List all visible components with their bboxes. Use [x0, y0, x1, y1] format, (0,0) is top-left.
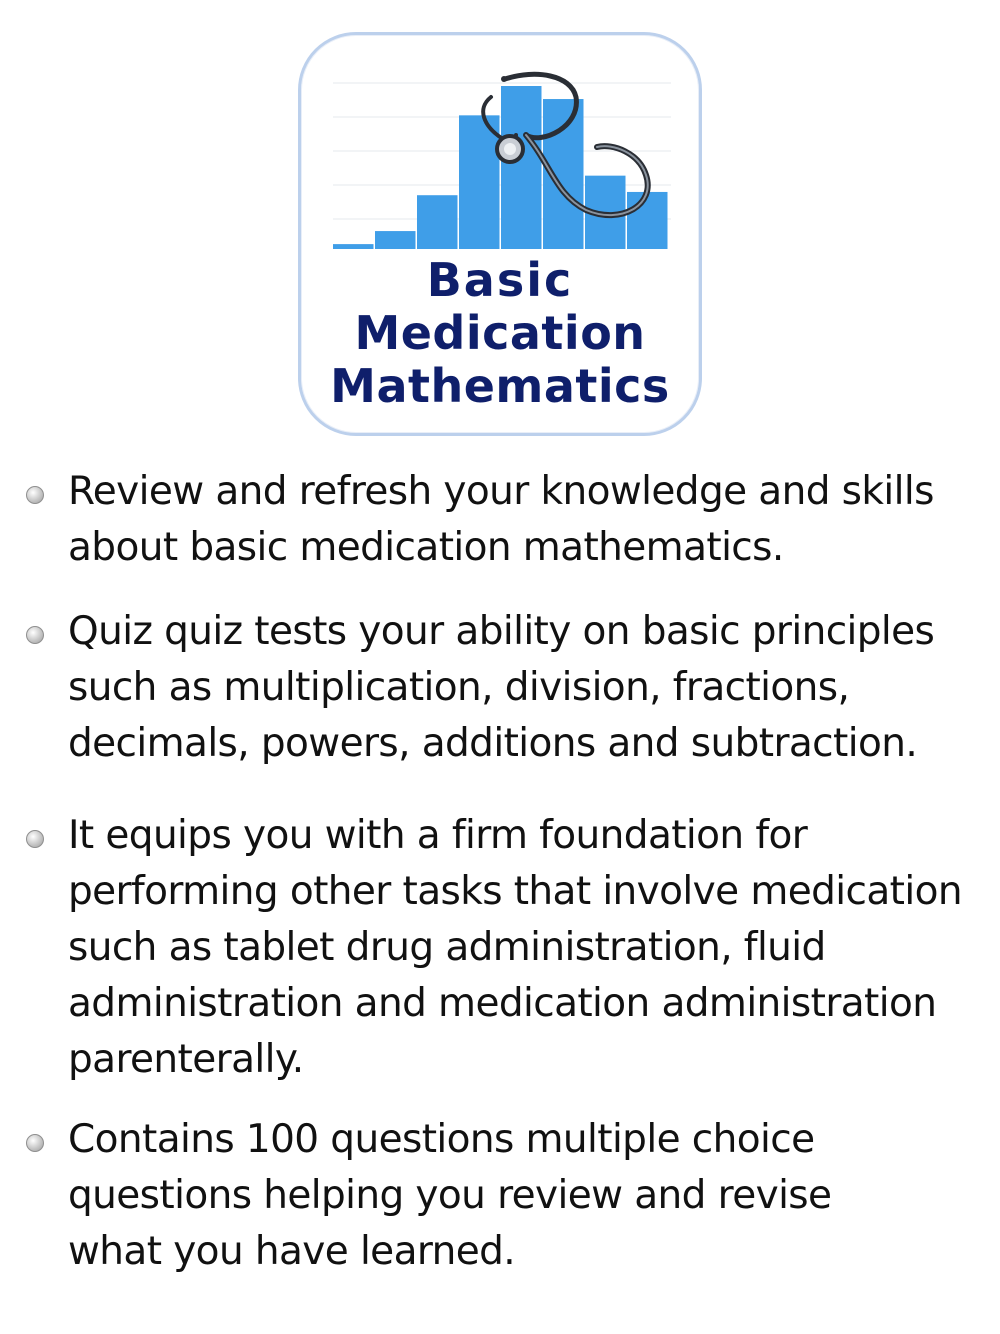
app-title-line-1: Basic	[426, 253, 574, 307]
bullet-icon	[26, 486, 44, 504]
histogram-bar	[459, 115, 500, 249]
app-icon	[298, 32, 702, 436]
histogram-bar	[627, 192, 668, 249]
histogram-bar	[375, 231, 416, 249]
feature-text: Contains 100 questions multiple choice questions helping you review and revise what you have learned.	[68, 1117, 832, 1274]
histogram-bar	[417, 195, 458, 249]
bullet-icon	[26, 830, 44, 848]
bullet-icon	[26, 1134, 44, 1152]
feature-text: Review and refresh your knowledge and skills about basic medication mathematics.	[68, 469, 934, 570]
histogram-bar	[501, 86, 542, 249]
app-title-line-3: Mathematics	[330, 359, 670, 413]
feature-text: Quiz quiz tests your ability on basic principles such as multiplication, division, fractions, decimals, powers, additions and subtraction.	[68, 609, 935, 766]
app-title-line-2: Medication	[354, 306, 646, 360]
histogram-bar	[333, 244, 374, 249]
bullet-icon	[26, 626, 44, 644]
feature-text: It equips you with a firm foundation for performing other tasks that involve medication such as tablet drug administration, fluid administration and medication administration parenterally.	[68, 813, 962, 1082]
